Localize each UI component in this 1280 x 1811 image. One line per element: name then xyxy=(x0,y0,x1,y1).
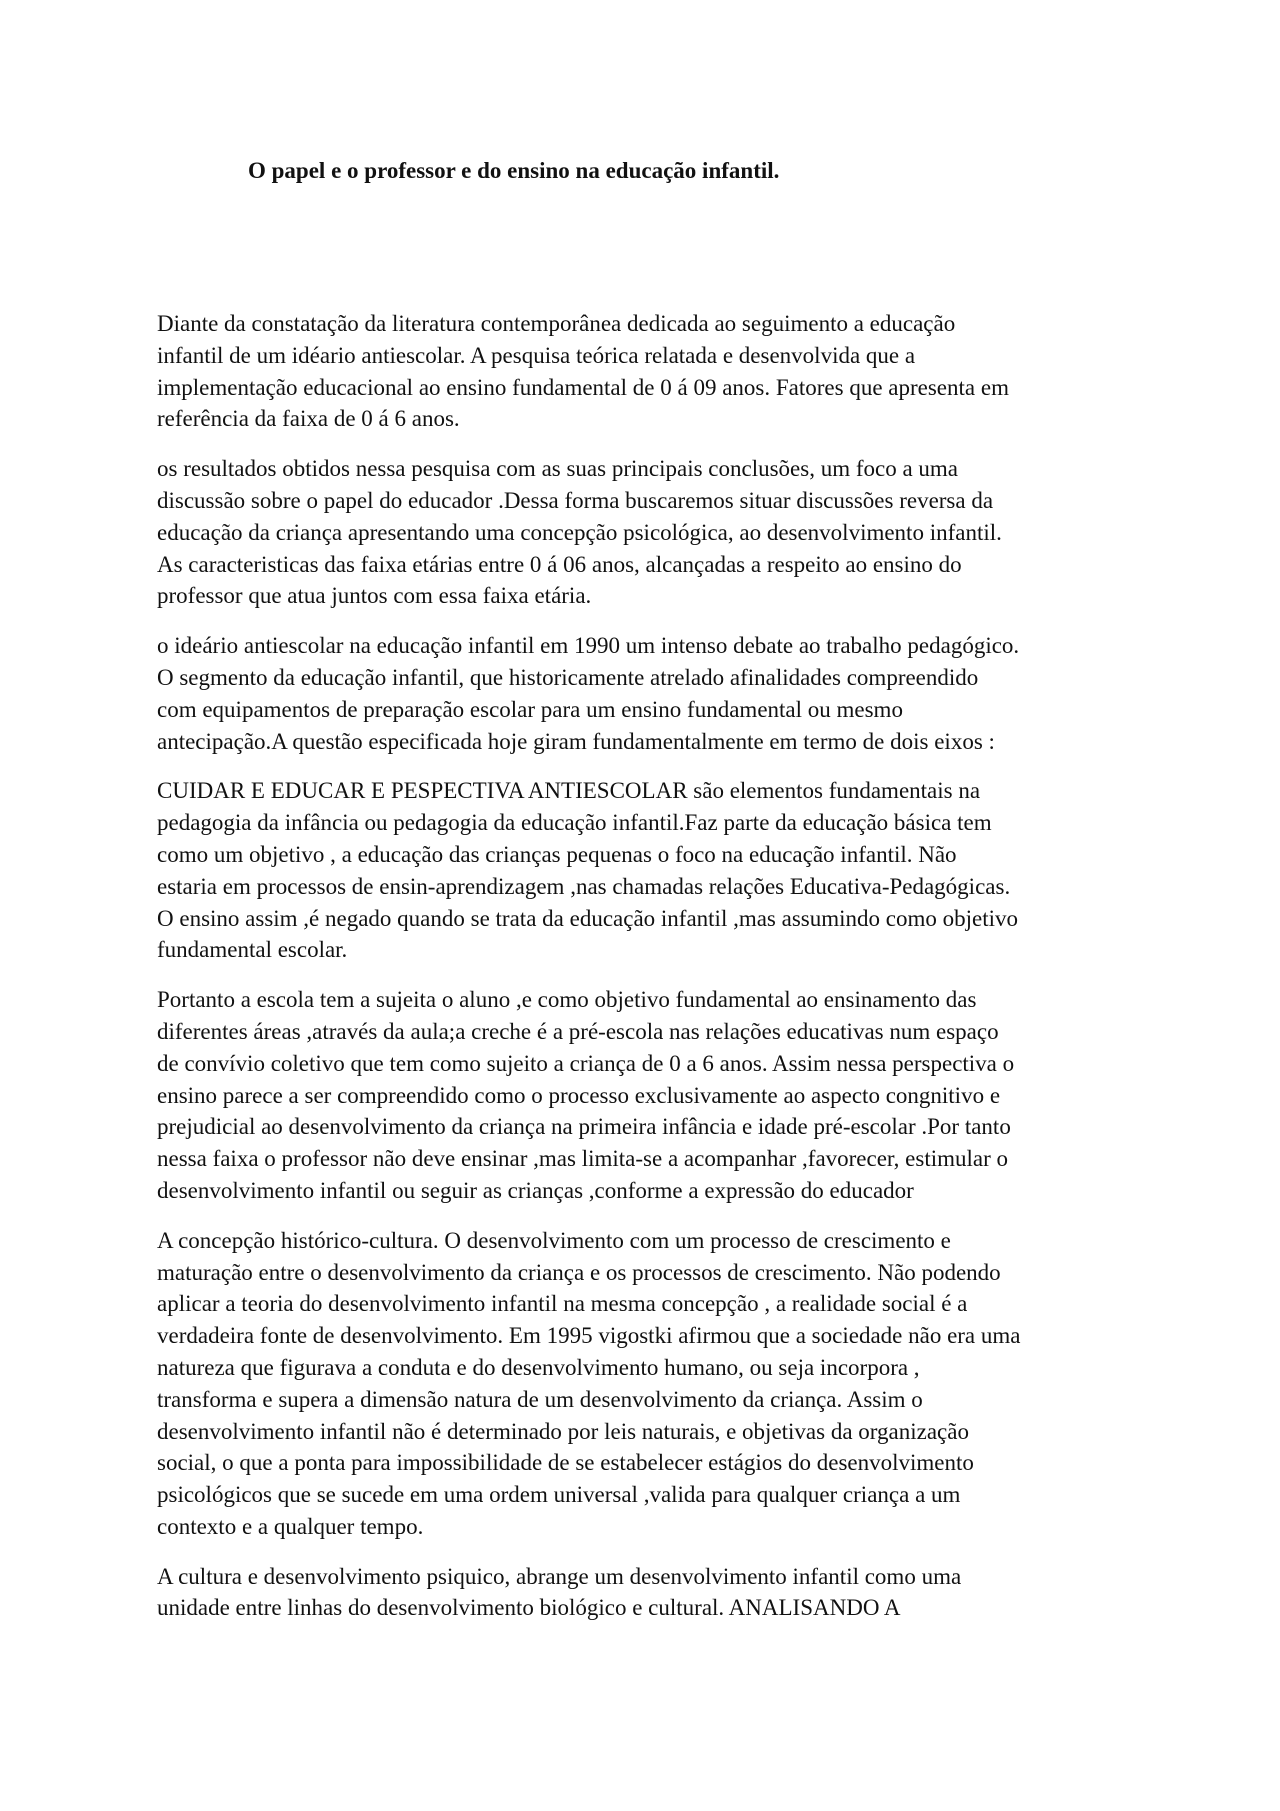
paragraph xyxy=(157,984,1147,1207)
text-line: unidade entre linhas do desenvolvimento biológico e cultural. ANALISANDO A xyxy=(157,1595,901,1621)
paragraph xyxy=(157,775,1147,966)
text-line: discussão sobre o papel do educador .Dessa forma buscaremos situar discussões reversa da xyxy=(157,487,994,513)
text-line: como um objetivo , a educação das crianças pequenas o foco na educação infantil. Não xyxy=(157,841,957,867)
text-line: verdadeira fonte de desenvolvimento. Em 1995 vigostki afirmou que a sociedade não era uma xyxy=(157,1323,1021,1349)
paragraph xyxy=(157,1225,1147,1543)
text-line: estaria em processos de ensin-aprendizagem ,nas chamadas relações Educativa-Pedagógicas. xyxy=(157,873,1011,899)
text-line: social, o que a ponta para impossibilidade de se estabelecer estágios do desenvolvimento xyxy=(157,1450,974,1476)
document-title: O papel e o professor e do ensino na educação infantil. xyxy=(248,158,780,183)
text-line: psicológicos que se sucede em uma ordem universal ,valida para qualquer criança a um xyxy=(157,1482,961,1508)
text-line: O ensino assim ,é negado quando se trata da educação infantil ,mas assumindo como objetivo xyxy=(157,905,1018,931)
text-line: desenvolvimento infantil ou seguir as crianças ,conforme a expressão do educador xyxy=(157,1177,914,1203)
text-line: O segmento da educação infantil, que historicamente atrelado afinalidades compreendido xyxy=(157,664,979,690)
text-line: referência da faixa de 0 á 6 anos. xyxy=(157,406,460,432)
text-line: CUIDAR E EDUCAR E PESPECTIVA ANTIESCOLAR são elementos fundamentais na xyxy=(157,778,981,804)
paragraph xyxy=(157,630,1147,757)
text-line: maturação entre o desenvolvimento da criança e os processos de crescimento. Não podendo xyxy=(157,1259,1001,1285)
document-body xyxy=(157,308,1147,1642)
paragraph xyxy=(157,308,1147,435)
text-line: antecipação.A questão especificada hoje giram fundamentalmente em termo de dois eixos : xyxy=(157,728,995,754)
text-line: A cultura e desenvolvimento psiquico, abrange um desenvolvimento infantil como uma xyxy=(157,1563,962,1589)
text-line: com equipamentos de preparação escolar para um ensino fundamental ou mesmo xyxy=(157,696,903,722)
paragraph xyxy=(157,1561,1147,1625)
text-line: os resultados obtidos nessa pesquisa com as suas principais conclusões, um foco a uma xyxy=(157,456,959,482)
text-line: pedagogia da infância ou pedagogia da educação infantil.Faz parte da educação básica tem xyxy=(157,810,992,836)
text-line: fundamental escolar. xyxy=(157,937,348,963)
text-line: aplicar a teoria do desenvolvimento infantil na mesma concepção , a realidade social é a xyxy=(157,1291,968,1317)
text-line: Diante da constatação da literatura contemporânea dedicada ao seguimento a educação xyxy=(157,311,956,336)
text-line: diferentes áreas ,através da aula;a creche é a pré-escola nas relações educativas num espaço xyxy=(157,1018,999,1044)
text-line: implementação educacional ao ensino fundamental de 0 á 09 anos. Fatores que apresenta em xyxy=(157,374,1009,400)
text-line: ensino parece a ser compreendido como o processo exclusivamente ao aspecto congnitivo e xyxy=(157,1082,1001,1108)
text-line: natureza que figurava a conduta e do desenvolvimento humano, ou seja incorpora , xyxy=(157,1354,920,1380)
text-line: desenvolvimento infantil não é determinado por leis naturais, e objetivas da organização xyxy=(157,1418,969,1444)
text-line: professor que atua juntos com essa faixa etária. xyxy=(157,583,592,609)
text-line: As caracteristicas das faixa etárias entre 0 á 06 anos, alcançadas a respeito ao ensino do xyxy=(157,551,962,577)
paragraph xyxy=(157,453,1147,612)
text-line: contexto e a qualquer tempo. xyxy=(157,1513,424,1539)
text-line: transforma e supera a dimensão natura de um desenvolvimento da criança. Assim o xyxy=(157,1386,923,1412)
text-line: o ideário antiescolar na educação infantil em 1990 um intenso debate ao trabalho pedagógico. xyxy=(157,633,1020,659)
text-line: educação da criança apresentando uma concepção psicológica, ao desenvolvimento infantil. xyxy=(157,519,1002,545)
text-line: prejudicial ao desenvolvimento da criança na primeira infância e idade pré-escolar .Por tanto xyxy=(157,1114,1011,1140)
text-line: infantil de um idéario antiescolar. A pesquisa teórica relatada e desenvolvida que a xyxy=(157,342,916,368)
text-line: nessa faixa o professor não deve ensinar ,mas limita-se a acompanhar ,favorecer, estimular o xyxy=(157,1146,1009,1172)
text-line: Portanto a escola tem a sujeita o aluno ,e como objetivo fundamental ao ensinamento das xyxy=(157,987,977,1013)
text-line: de convívio coletivo que tem como sujeito a criança de 0 a 6 anos. Assim nessa perspectiva o xyxy=(157,1050,1015,1076)
text-line: A concepção histórico-cultura. O desenvolvimento com um processo de crescimento e xyxy=(157,1227,951,1253)
